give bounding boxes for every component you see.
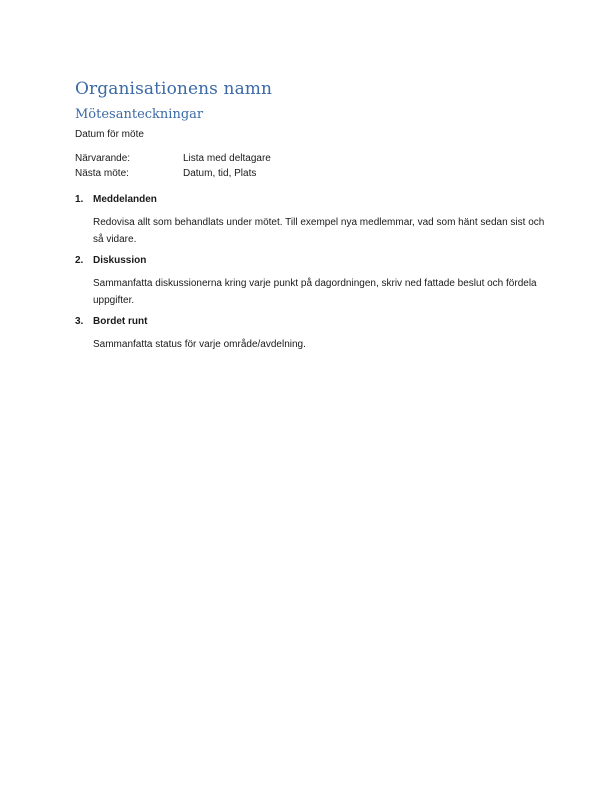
section-round-table: [75, 316, 545, 353]
section-heading: [75, 255, 545, 266]
section-title: Meddelanden: [93, 194, 157, 205]
meeting-date: Datum för möte: [75, 129, 144, 140]
next-meeting-row: [75, 168, 256, 179]
section-body: Sammanfatta diskussionerna kring varje punkt på dagordningen, skriv ned fattade beslut och fördela uppgifter.: [93, 278, 537, 306]
next-meeting-value: Datum, tid, Plats: [183, 168, 257, 179]
document-title: Mötesanteckningar: [75, 107, 204, 122]
attendees-label: Närvarande:: [75, 153, 131, 164]
section-number: 1.: [75, 194, 84, 205]
section-announcements: [75, 194, 545, 248]
section-title: Bordet runt: [93, 316, 148, 327]
section-number: 3.: [75, 316, 84, 327]
organization-name: Organisationens namn: [75, 79, 273, 99]
attendees-row: [75, 153, 271, 164]
next-meeting-label: Nästa möte:: [75, 168, 129, 179]
section-heading: [75, 194, 545, 205]
section-number: 2.: [75, 255, 84, 266]
section-heading: [75, 316, 545, 327]
section-body: Sammanfatta status för varje område/avdelning.: [93, 339, 306, 350]
attendees-value: Lista med deltagare: [183, 153, 271, 164]
section-title: Diskussion: [93, 255, 147, 266]
section-body: Redovisa allt som behandlats under mötet. Till exempel nya medlemmar, vad som hänt sedan sist och så vidare.: [93, 217, 545, 245]
section-discussion: [75, 255, 545, 309]
